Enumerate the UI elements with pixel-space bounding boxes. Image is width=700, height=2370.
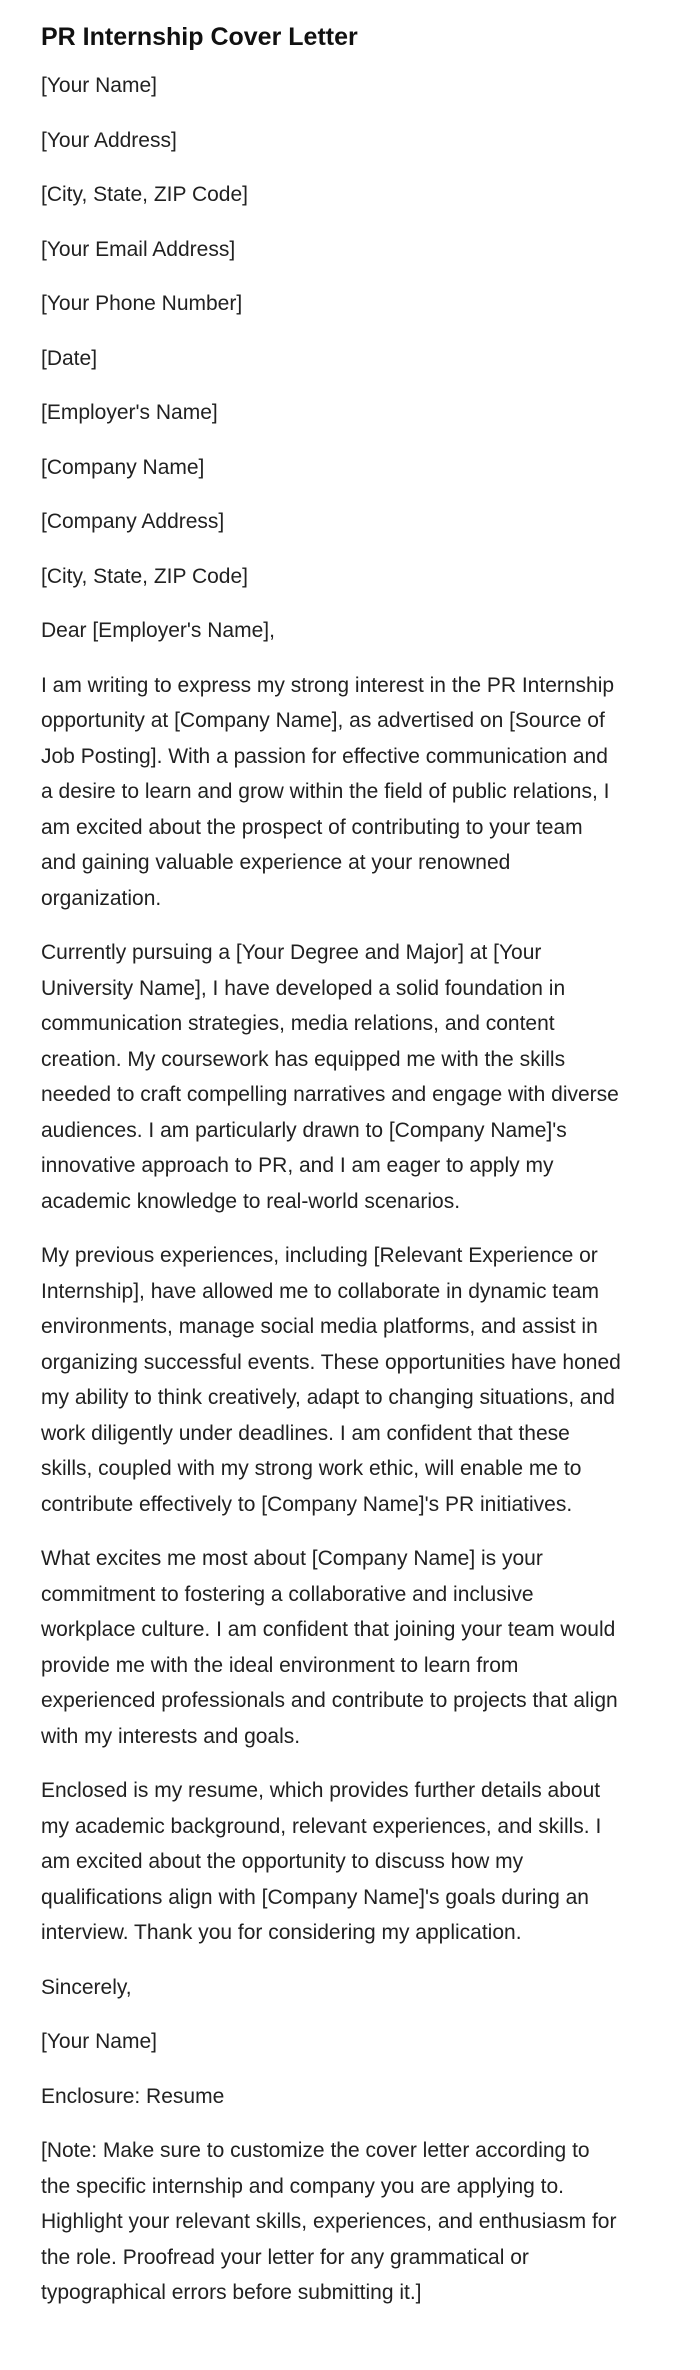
body-paragraph-culture-fit: What excites me most about [Company Name] is your commitment to fostering a collaborative and inclusive workplace culture. I am confident that joining your team would provide me with the ideal environment to learn from experienced professionals and contribute to projects that align with my interests and goals. [41,1547,618,1748]
sender-phone-line: [Your Phone Number] [41,292,243,315]
recipient-city-state-zip-line: [City, State, ZIP Code] [41,564,248,588]
body-paragraph-experience: My previous experiences, including [Relevant Experience or Internship], have allowed me to collaborate in dynamic team environments, manage social media platforms, and assist in organizing successful events. These opportunities have honed my ability to think creatively, adapt to changing situations, and work diligently under deadlines. I am confident that these skills, coupled with my strong work ethic, will enable me to contribute effectively to [Company Name]'s PR initiatives. [41,1244,621,1516]
sender-address-line: [Your Address] [41,128,177,152]
sender-email-line: [Your Email Address] [41,237,236,261]
sender-name-line: [Your Name] [41,74,157,97]
recipient-company-address-line: [Company Address] [41,510,225,533]
body-paragraph-intro: I am writing to express my strong interest in the PR Internship opportunity at [Company Name], as advertised on [Source of Job Posting]. With a passion for effective communication and a desire to learn and grow within the field of public relations, I am excited about the prospect of contributing to your team and gaining valuable experience at your renowned organization. [41,673,615,910]
sender-city-state-zip-line: [City, State, ZIP Code] [41,183,248,206]
body-paragraph-closing-request: Enclosed is my resume, which provides further details about my academic background, relevant experiences, and skills. I am excited about the opportunity to discuss how my qualifications align with [Company Name]'s goals during an interview. Thank you for considering my application. [41,1779,602,1944]
page-title: PR Internship Cover Letter [41,23,358,51]
date-line: [Date] [41,346,98,370]
salutation-line: Dear [Employer's Name], [41,619,275,642]
recipient-company-name-line: [Company Name] [41,455,205,479]
body-paragraph-education: Currently pursuing a [Your Degree and Major] at [Your University Name], I have developed a solid foundation in communication strategies, media relations, and content creation. My coursework has equipped me with the skills needed to craft compelling narratives and engage with diverse audiences. I am particularly drawn to [Company Name]'s innovative approach to PR, and I am eager to apply my academic knowledge to real-world scenarios. [41,941,619,1213]
customization-note: [Note: Make sure to customize the cover letter according to the specific internship and company you are applying to. Highlight your relevant skills, experiences, and enthusiasm for the role. Proofread your letter for any grammatical or typographical errors before submitting it.] [41,2139,617,2304]
signature-line: [Your Name] [41,2030,157,2053]
recipient-employer-name-line: [Employer's Name] [41,401,218,424]
closing-line: Sincerely, [41,1975,132,1999]
enclosure-line: Enclosure: Resume [41,2084,225,2108]
